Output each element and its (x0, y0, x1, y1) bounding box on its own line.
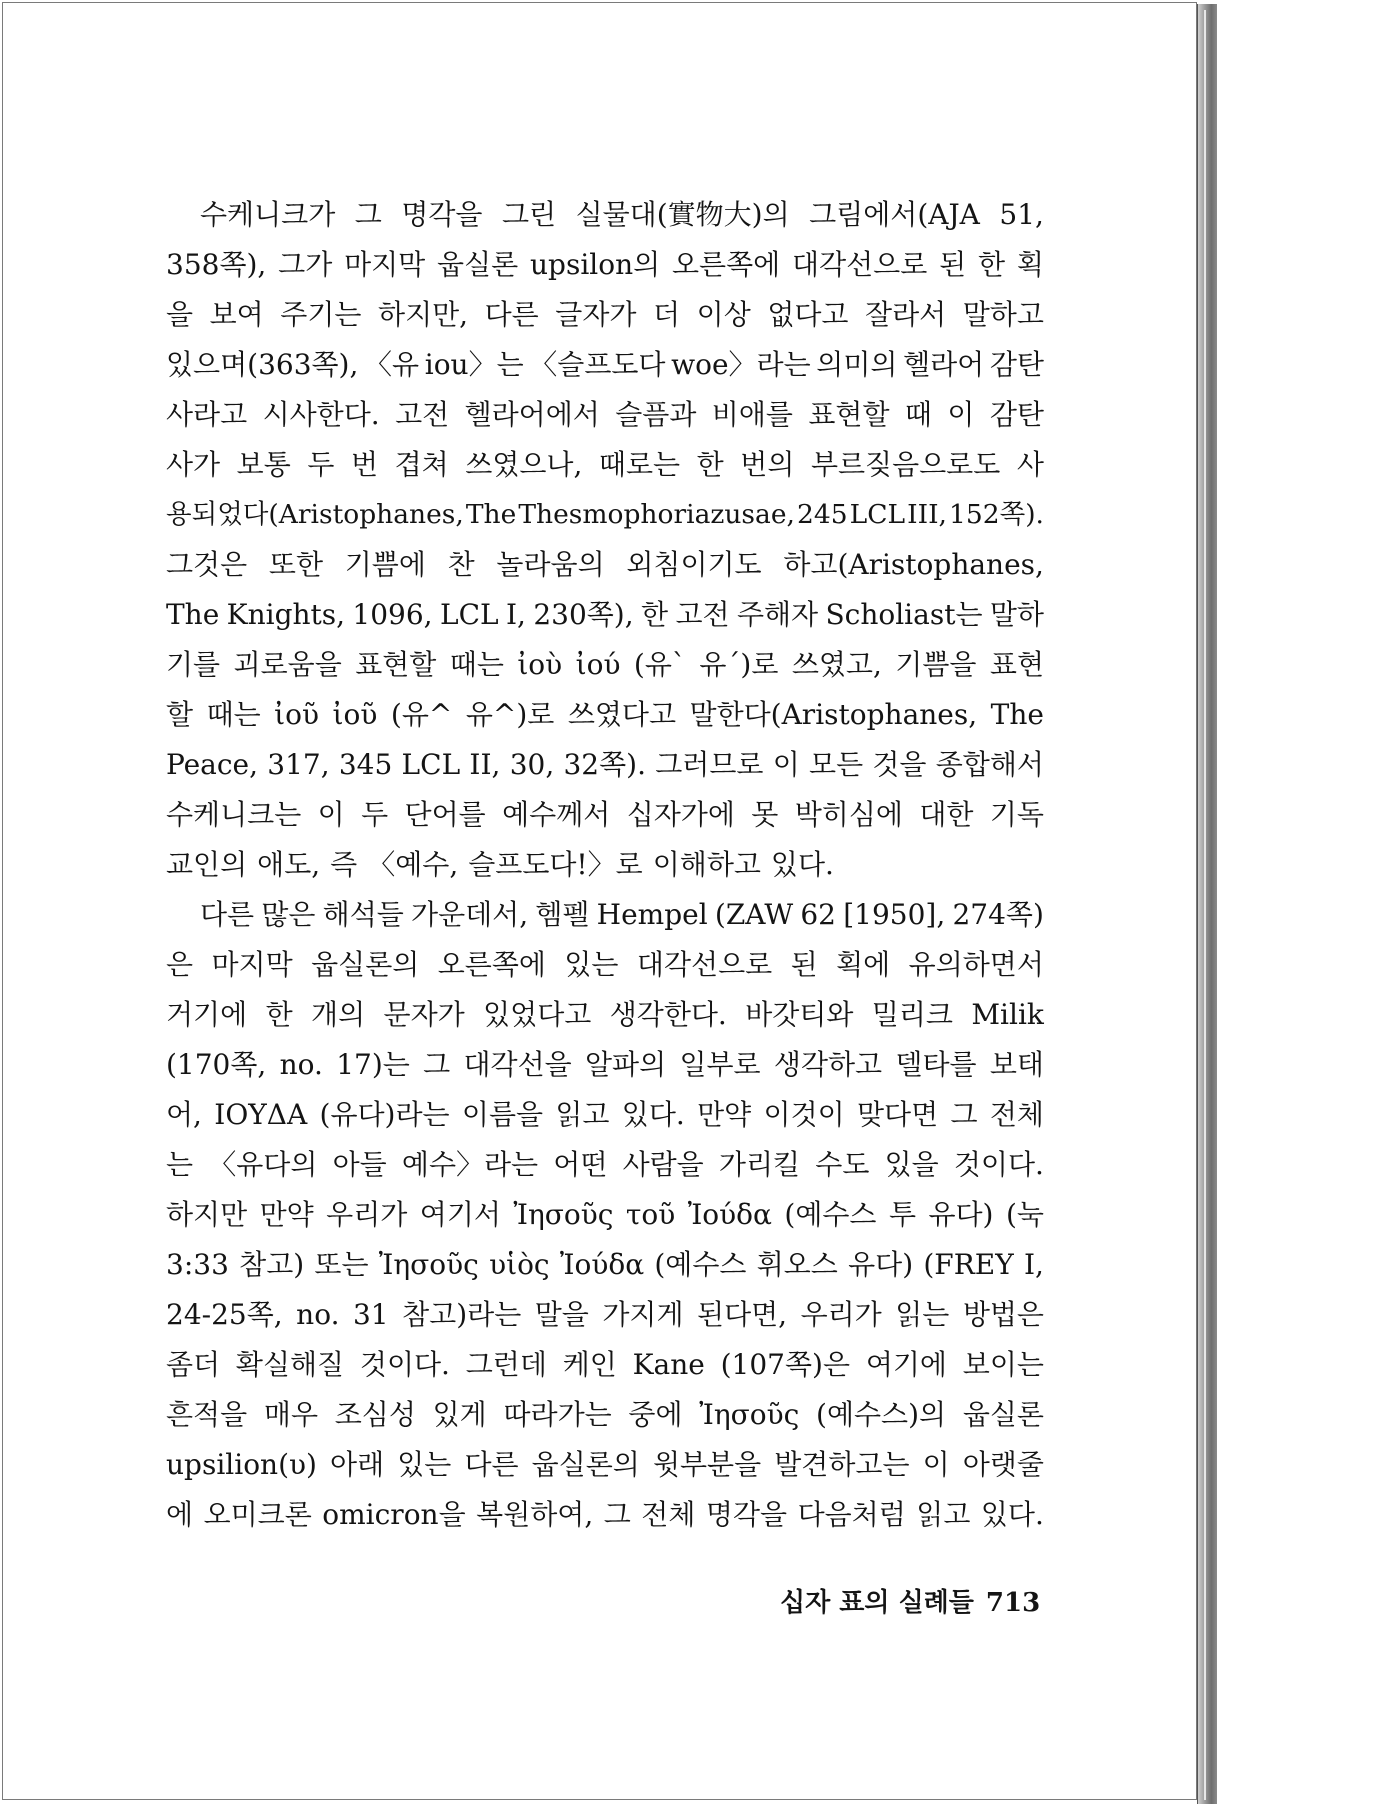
word: 따라가는 (503, 1398, 612, 1431)
word: 고전 (395, 398, 450, 431)
word: 문자가 (383, 998, 465, 1031)
word: 주해자 (736, 598, 819, 631)
word: 글자가 (555, 298, 637, 331)
word: 있게 (432, 1398, 487, 1431)
word: 어, (166, 1098, 202, 1131)
word: 하지만, (378, 298, 469, 331)
word: 사라고 (166, 398, 248, 431)
word: 그린 (501, 198, 557, 231)
word: 230쪽), (533, 598, 634, 631)
word: 웁실론 (437, 248, 519, 281)
word: 델타를 (895, 1048, 977, 1081)
word: 그 (603, 1498, 631, 1531)
word: 슬픔과 (615, 398, 697, 431)
word: 바갓티와 (745, 998, 854, 1031)
word: 은 (166, 948, 194, 981)
word: 유다) (848, 1248, 914, 1281)
word: 것이다. (359, 1348, 450, 1381)
word: 오른쪽에 (672, 248, 781, 281)
word: 274쪽) (952, 898, 1044, 931)
word: 놀라움의 (496, 548, 605, 581)
word: 실물대(實物大)의 (575, 198, 790, 231)
word: 〈유 (364, 348, 420, 381)
word: Milik (971, 998, 1044, 1031)
word: 휘오스 (756, 1248, 838, 1281)
word: 만약 (697, 1098, 752, 1131)
word: 표현할 (808, 398, 890, 431)
word: 해석들 (322, 898, 404, 931)
word: 아래 (330, 1448, 385, 1481)
word: 즉 (330, 848, 358, 881)
word: 생각하고 (773, 1048, 883, 1081)
word: 345 (338, 748, 393, 781)
word: 할 (166, 698, 194, 731)
word: 기쁨을 (895, 648, 977, 681)
word: 그런데 (465, 1348, 547, 1381)
word: 밀리크 (871, 998, 953, 1031)
word: 십자가에 (626, 798, 735, 831)
word: 그것은 (166, 548, 248, 581)
word: 말을 (534, 1298, 589, 1331)
word: (눅 (1005, 1198, 1044, 1231)
word: 〈슬프도다 (529, 348, 666, 381)
word: Ἰησοῦς (378, 1248, 479, 1281)
word: 32쪽). (563, 748, 646, 781)
word: 한 (977, 248, 1006, 281)
word: 있었다고 (483, 998, 592, 1031)
word: 중에 (628, 1398, 683, 1431)
word: 우리가 (326, 1198, 408, 1231)
word: 유ˊ)로 (699, 648, 779, 681)
word: upsilon의 (530, 248, 661, 281)
word: 예수께서 (502, 798, 611, 831)
text-line (166, 290, 1044, 340)
word: 51, (999, 198, 1044, 231)
word: 감탄 (989, 348, 1044, 381)
word: 기독 (989, 798, 1044, 831)
word: 다른 (200, 898, 255, 931)
word: II, (469, 748, 501, 781)
word: 317, (267, 748, 330, 781)
word: 245 (796, 499, 848, 530)
word: 감탄 (989, 398, 1044, 431)
word: 이해하고 (652, 848, 761, 881)
word: 그 (423, 1048, 451, 1081)
word: 62 (800, 898, 836, 931)
word: ἰοῦ (274, 698, 320, 731)
word: 좀더 (166, 1348, 221, 1381)
word: 없다고 (767, 298, 849, 331)
word: 잘라서 (865, 298, 947, 331)
word: 때 (904, 398, 932, 431)
word: 대한 (919, 798, 974, 831)
text-line (166, 240, 1044, 290)
word: 오미크론 (203, 1498, 312, 1531)
word: I, (1023, 1248, 1044, 1281)
text-line (166, 990, 1044, 1040)
word: 맞다면 (856, 1098, 939, 1131)
text-line (166, 1440, 1044, 1490)
word: 보여 (209, 298, 264, 331)
text-line (166, 640, 1044, 690)
word: 생각한다. (609, 998, 727, 1031)
word: 부르짖음으로도 (810, 448, 1001, 481)
word: 알파의 (585, 1048, 667, 1081)
word: 이것이 (763, 1098, 845, 1131)
word: 다음처럼 (797, 1498, 906, 1531)
word: 용되었다(Aristophanes, (166, 499, 464, 530)
page-number: 713 (985, 1588, 1041, 1618)
page-stack-edge (1197, 4, 1217, 1804)
word: 때는 (449, 648, 504, 681)
word: 단어를 (404, 798, 486, 831)
text-line (166, 1190, 1044, 1240)
word: 애도, (257, 848, 321, 881)
word: 있는 (397, 1448, 452, 1481)
text-line (166, 940, 1044, 990)
word: 대각선으로 (636, 948, 773, 981)
word: Ἰησοῦς (699, 1398, 800, 1431)
word: 된다면, (697, 1298, 788, 1331)
word: 시사한다. (262, 398, 380, 431)
word: 수케니크가 (200, 198, 336, 231)
word: 있다. (980, 1498, 1044, 1531)
word: The (990, 698, 1044, 731)
word: 더 (653, 298, 681, 331)
word: 명각을 (401, 198, 483, 231)
word: 종합해서 (935, 748, 1044, 781)
word: 참고)라는 (402, 1298, 522, 1331)
word: no. (279, 1048, 323, 1081)
word: Ἰούδα (687, 1198, 772, 1231)
text-line (166, 1240, 1044, 1290)
word: 또는 (314, 1248, 369, 1281)
word: 가지게 (602, 1298, 684, 1331)
word: 가운데서, (411, 898, 529, 931)
word: 말하 (989, 598, 1044, 631)
word: 152쪽). (949, 499, 1044, 530)
word: Ἰούδα (559, 1248, 645, 1281)
word: 획 (1016, 248, 1044, 281)
word: 다른 (464, 1448, 519, 1481)
word: 획에 (836, 948, 891, 981)
word: III, (907, 499, 947, 530)
text-line (166, 1040, 1044, 1090)
word: 유다) (928, 1198, 994, 1231)
word: 아랫줄 (962, 1448, 1044, 1481)
word: (예수스 (784, 1198, 877, 1231)
word: The (465, 499, 517, 530)
word: 것을 (872, 748, 927, 781)
body-text (166, 190, 1044, 1540)
word: 것이다. (953, 1148, 1044, 1181)
word: (유다)라는 (319, 1098, 450, 1131)
word: 오른쪽에 (437, 948, 546, 981)
word: 헬라어에서 (464, 398, 600, 431)
word: ἰοὺ (517, 648, 563, 681)
word: (107쪽)은 (720, 1348, 851, 1381)
text-line (166, 1140, 1044, 1190)
word: 우리가 (800, 1298, 882, 1331)
word: 전체 (641, 1498, 696, 1531)
word: woe〉라는 (671, 348, 811, 381)
word: 대각선으로 (792, 248, 928, 281)
word: ἰού (575, 648, 621, 681)
word: 한 (265, 998, 293, 1031)
page-edge-highlight (1204, 10, 1206, 1800)
text-line (166, 890, 1044, 940)
word: 있는 (564, 948, 619, 981)
text-line (166, 490, 1044, 540)
word: 표현할 (355, 648, 437, 681)
word: 그림에서(AJA (809, 198, 980, 231)
word: 표현 (989, 648, 1044, 681)
word: 흔적을 (166, 1398, 248, 1431)
word: 복원하여, (476, 1498, 594, 1531)
text-line (166, 390, 1044, 440)
word: 가리킬 (718, 1148, 801, 1181)
word: 의미의 (816, 348, 898, 381)
word: 비애를 (711, 398, 793, 431)
word: 는 (166, 1148, 194, 1181)
word: 24-25쪽, (166, 1298, 283, 1331)
word: 교인의 (166, 848, 248, 881)
word: Ἰησοῦς (513, 1198, 614, 1231)
word: LCL (849, 499, 906, 530)
word: 또한 (268, 548, 323, 581)
word: Scholiast는 (825, 598, 983, 631)
word: 케인 (562, 1348, 617, 1381)
word: 여기서 (419, 1198, 501, 1231)
word: 헴펠 (535, 898, 590, 931)
word: 윗부분을 (652, 1448, 762, 1481)
text-line (166, 1340, 1044, 1390)
word: 때는 (206, 698, 261, 731)
word: (170쪽, (166, 1048, 267, 1081)
word: 고전 (675, 598, 730, 631)
text-line (166, 690, 1044, 740)
word: Thesmophoriazusae, (518, 499, 795, 530)
word: 30, (509, 748, 555, 781)
word: (예수스 (654, 1248, 747, 1281)
word: 사 (1016, 448, 1044, 481)
word: 사람을 (622, 1148, 704, 1181)
word: 기를 (166, 648, 221, 681)
word: 쓰였으나, (465, 448, 583, 481)
word: iou〉는 (424, 348, 524, 381)
word: 모든 (809, 748, 864, 781)
word: 웁실론의 (531, 1448, 640, 1481)
word: 사가 (166, 448, 221, 481)
word: 두 (307, 448, 335, 481)
word: 매우 (263, 1398, 318, 1431)
text-line (166, 190, 1044, 240)
word: 마지막 (211, 948, 293, 981)
word: υἱὸς (489, 1248, 550, 1281)
text-line (166, 1290, 1044, 1340)
word: LCL (439, 598, 499, 631)
word: 31 (352, 1298, 389, 1331)
word: omicron을 (322, 1498, 466, 1531)
word: 외침이기도 (626, 548, 762, 581)
word: 쓰였다고 (567, 698, 677, 731)
word: 그가 (278, 248, 333, 281)
word: 하고(Aristophanes, (783, 548, 1044, 581)
word: 찬 (447, 548, 475, 581)
word: 된 (790, 948, 818, 981)
word: 여기에 (865, 1348, 947, 1381)
word: 을 (166, 298, 194, 331)
word: 그 (950, 1098, 978, 1131)
word: no. (296, 1298, 340, 1331)
text-line (166, 1490, 1044, 1540)
word: Knights, (226, 598, 346, 631)
word: 만약 (259, 1198, 314, 1231)
word: 17)는 (336, 1048, 410, 1081)
word: 이 (772, 748, 800, 781)
word: 방법은 (962, 1298, 1044, 1331)
word: 유^)로 (465, 698, 555, 731)
text-line (166, 1090, 1044, 1140)
word: ἰοῦ (332, 698, 378, 731)
word: 참고) (239, 1248, 305, 1281)
word: 〈예수, (367, 848, 459, 881)
word: 있으며(363쪽), (166, 348, 359, 381)
word: 그 (354, 198, 382, 231)
word: 읽는 (895, 1298, 950, 1331)
word: 번의 (740, 448, 795, 481)
word: 기쁨에 (344, 548, 426, 581)
word: 번 (350, 448, 379, 481)
word: 거기에 (166, 998, 248, 1031)
word: Kane (632, 1348, 705, 1381)
word: 조심성 (334, 1398, 416, 1431)
word: τοῦ (625, 1198, 676, 1231)
text-line (166, 440, 1044, 490)
word: 이상 (696, 298, 751, 331)
word: (유ˋ (633, 648, 686, 681)
word: 못 (751, 798, 779, 831)
word: 말하고 (962, 298, 1044, 331)
word: 이 (947, 398, 975, 431)
text-line (166, 1390, 1044, 1440)
word: ΙΟΥΔΑ (214, 1098, 308, 1131)
text-line (166, 840, 1044, 890)
word: 발견하고는 (774, 1448, 910, 1481)
word: 쓰였고, (791, 648, 882, 681)
word: 그러므로 (655, 748, 764, 781)
word: 대각선을 (463, 1048, 572, 1081)
word: LCL (401, 748, 461, 781)
word: 있다. (621, 1098, 685, 1131)
word: 전체 (989, 1098, 1044, 1131)
word: 헬라어 (903, 348, 985, 381)
word: 마지막 (344, 248, 426, 281)
word: 때로는 (598, 448, 681, 481)
word: 이름을 (461, 1098, 544, 1131)
word: 있을 (884, 1148, 939, 1181)
word: 겹쳐 (394, 448, 449, 481)
word: 일부로 (679, 1048, 761, 1081)
word: 있다. (770, 848, 834, 881)
word: 한 (641, 598, 669, 631)
text-line (166, 590, 1044, 640)
word: (FREY (923, 1248, 1014, 1281)
text-line (166, 340, 1044, 390)
word: 하지만 (166, 1198, 248, 1231)
word: 예수〉라는 (401, 1148, 539, 1181)
word: 보이는 (962, 1348, 1044, 1381)
word: Peace, (166, 748, 258, 781)
running-title: 십자 표의 실례들 (780, 1588, 974, 1618)
word: 유의하면서 (908, 948, 1044, 981)
word: 읽고 (555, 1098, 610, 1131)
word: 이 (922, 1448, 950, 1481)
word: (유^ (390, 698, 453, 731)
word: 많은 (261, 898, 316, 931)
word: [1950], (843, 898, 946, 931)
word: 보통 (236, 448, 291, 481)
word: 말한다(Aristophanes, (689, 698, 978, 731)
word: 이 (317, 798, 345, 831)
word: 명각을 (705, 1498, 788, 1531)
word: 에 (166, 1498, 194, 1531)
word: 괴로움을 (233, 648, 342, 681)
word: 박히심에 (794, 798, 903, 831)
word: 투 (888, 1198, 916, 1231)
word: 확실해질 (235, 1348, 345, 1381)
word: 358쪽), (166, 248, 267, 281)
word: 어떤 (553, 1148, 608, 1181)
word: 웁실론의 (311, 948, 420, 981)
word: I, (505, 598, 526, 631)
word: 된 (939, 248, 967, 281)
word: 주기는 (280, 298, 362, 331)
word: 다른 (484, 298, 539, 331)
text-line (166, 740, 1044, 790)
word: 보태 (989, 1048, 1044, 1081)
word: 두 (361, 798, 389, 831)
word: 슬프도다!〉로 (468, 848, 643, 881)
word: 수도 (815, 1148, 870, 1181)
word: The (166, 598, 220, 631)
word: 3:33 (166, 1248, 229, 1281)
word: upsilion(υ) (166, 1448, 317, 1481)
word: 아들 (332, 1148, 387, 1181)
word: 〈유다의 (208, 1148, 318, 1181)
word: (예수스)의 (816, 1398, 947, 1431)
word: (ZAW (714, 898, 794, 931)
text-line (166, 790, 1044, 840)
word: 웁실론 (962, 1398, 1044, 1431)
word: 한 (696, 448, 724, 481)
running-footer (780, 1582, 1041, 1619)
word: 1096, (352, 598, 433, 631)
word: 읽고 (916, 1498, 971, 1531)
word: 개의 (311, 998, 366, 1031)
word: Hempel (596, 898, 708, 931)
text-line (166, 540, 1044, 590)
word: 수케니크는 (166, 798, 302, 831)
